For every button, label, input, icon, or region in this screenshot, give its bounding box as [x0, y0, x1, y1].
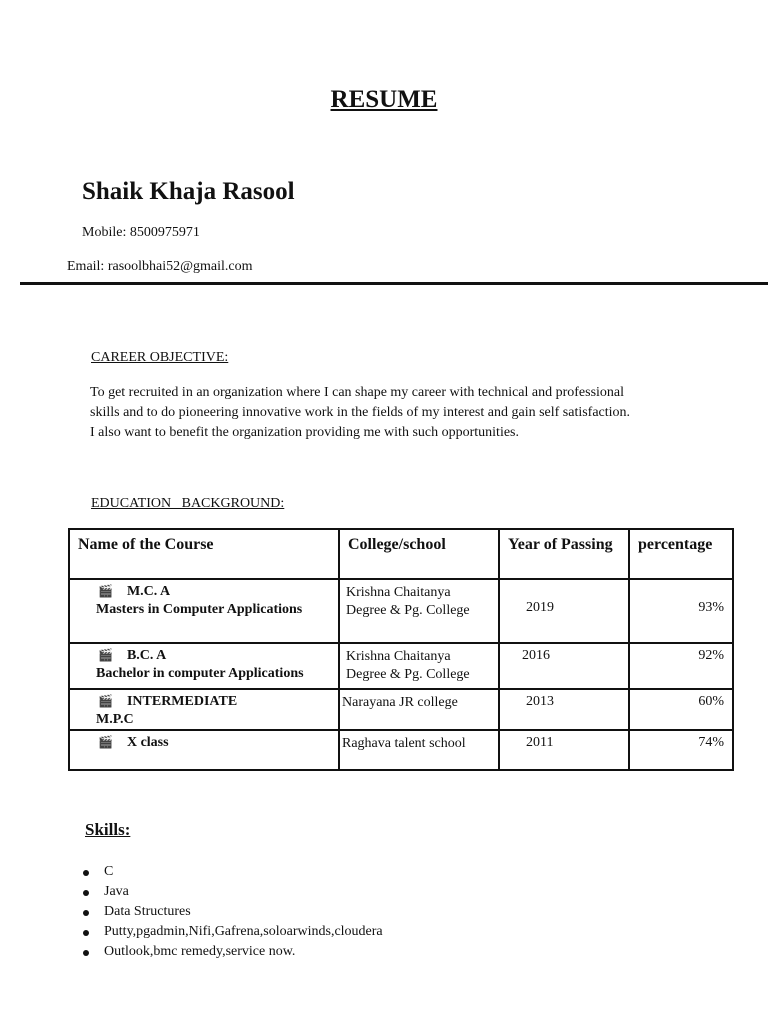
- clapperboard-icon: 🎬: [98, 735, 113, 749]
- percentage-cell: 60%: [629, 689, 733, 730]
- course-cell: 🎬 B.C. A Bachelor in computer Applications: [69, 643, 339, 689]
- skills-list: [80, 862, 383, 962]
- year-cell: 2016: [499, 643, 629, 689]
- email-address: Email: rasoolbhai52@gmail.com: [67, 259, 253, 274]
- header-divider: [20, 282, 768, 285]
- skills-heading: Skills:: [85, 820, 131, 839]
- college-cell: Narayana JR college: [339, 689, 499, 730]
- column-header-percentage: percentage: [629, 529, 733, 579]
- clapperboard-icon: 🎬: [98, 584, 113, 598]
- objective-line: To get recruited in an organization where I can shape my career with technical and professional: [90, 385, 625, 400]
- mobile-number: Mobile: 8500975971: [82, 225, 200, 240]
- table-row: [69, 689, 733, 730]
- college-cell: Krishna Chaitanya Degree & Pg. College: [339, 579, 499, 643]
- education-table: [68, 528, 734, 771]
- college-cell: Raghava talent school: [339, 730, 499, 770]
- candidate-name: Shaik Khaja Rasool: [82, 178, 295, 205]
- percentage-cell: 92%: [629, 643, 733, 689]
- resume-title: RESUME: [330, 86, 438, 113]
- table-header-row: [69, 529, 733, 579]
- year-cell: 2011: [499, 730, 629, 770]
- college-cell: Krishna Chaitanya Degree & Pg. College: [339, 643, 499, 689]
- objective-line: I also want to benefit the organization providing me with such opportunities.: [90, 425, 519, 440]
- clapperboard-icon: 🎬: [98, 648, 113, 662]
- education-heading: EDUCATION BACKGROUND:: [91, 496, 285, 511]
- list-item: Data Structures: [80, 902, 383, 922]
- list-item: Java: [80, 882, 383, 902]
- course-cell: 🎬 M.C. A Masters in Computer Applications: [69, 579, 339, 643]
- year-cell: 2019: [499, 579, 629, 643]
- column-header-year: Year of Passing: [499, 529, 629, 579]
- column-header-course: Name of the Course: [69, 529, 339, 579]
- table-row: [69, 579, 733, 643]
- career-objective-heading: CAREER OBJECTIVE:: [91, 350, 229, 365]
- career-objective-text: [90, 383, 690, 443]
- objective-line: skills and to do pioneering innovative work in the fields of my interest and gain self satisfaction.: [90, 405, 631, 420]
- percentage-cell: 93%: [629, 579, 733, 643]
- percentage-cell: 74%: [629, 730, 733, 770]
- list-item: Putty,pgadmin,Nifi,Gafrena,soloarwinds,cloudera: [80, 922, 383, 942]
- table-row: [69, 730, 733, 770]
- course-cell: 🎬 X class: [69, 730, 339, 770]
- year-cell: 2013: [499, 689, 629, 730]
- clapperboard-icon: 🎬: [98, 694, 113, 708]
- column-header-college: College/school: [339, 529, 499, 579]
- table-row: [69, 643, 733, 689]
- course-cell: 🎬 INTERMEDIATE M.P.C: [69, 689, 339, 730]
- list-item: C: [80, 862, 383, 882]
- list-item: Outlook,bmc remedy,service now.: [80, 942, 383, 962]
